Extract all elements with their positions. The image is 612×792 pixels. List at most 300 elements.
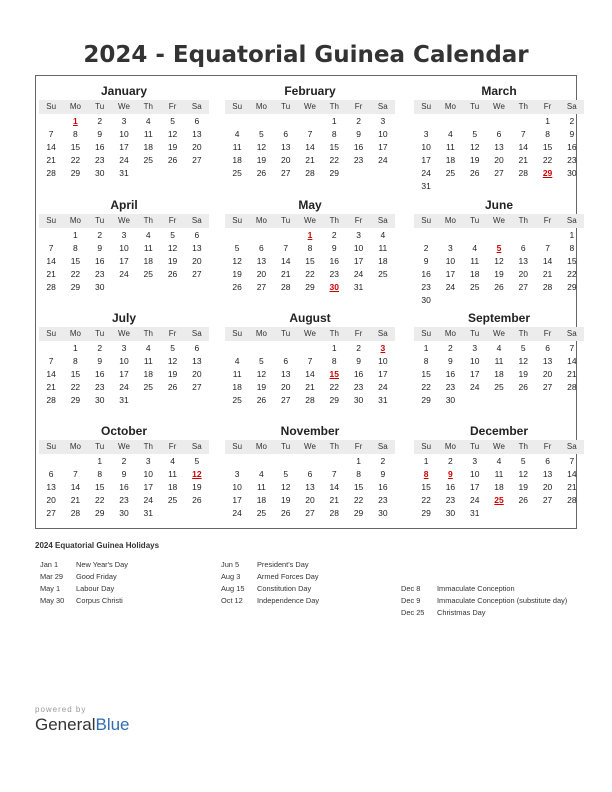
day-cell: 8 <box>331 356 337 366</box>
day-cell: 1 <box>356 456 361 466</box>
day-cell: 6 <box>259 243 264 253</box>
day-grid <box>39 229 209 294</box>
month-name: December <box>469 424 529 438</box>
weekday-label: Tu <box>470 442 480 451</box>
empty-day-cell <box>225 229 249 242</box>
day-cell: 15 <box>94 482 105 492</box>
weekday-label: Fr <box>168 329 177 338</box>
day-cell: 3 <box>121 230 127 240</box>
day-cell: 27 <box>542 382 553 392</box>
day-cell: 2 <box>423 243 429 253</box>
day-cell: 7 <box>520 129 526 139</box>
holiday-day-cell: 8 <box>423 469 429 479</box>
weekday-label: We <box>304 329 316 338</box>
day-cell: 15 <box>421 482 431 492</box>
month-july <box>39 310 209 407</box>
day-cell: 8 <box>73 356 78 366</box>
day-cell: 16 <box>378 482 388 492</box>
day-cell: 18 <box>232 155 242 165</box>
day-cell: 17 <box>445 269 456 279</box>
day-cell: 23 <box>445 382 456 392</box>
day-cell: 25 <box>232 168 242 178</box>
day-cell: 26 <box>280 508 291 518</box>
day-cell: 27 <box>542 495 553 505</box>
weekday-label: Th <box>518 329 528 338</box>
day-cell: 13 <box>518 256 529 266</box>
holiday-day-cell: 5 <box>496 243 502 253</box>
empty-day-cell <box>535 229 559 242</box>
day-cell: 19 <box>469 155 480 165</box>
day-cell: 5 <box>520 456 526 466</box>
day-cell: 21 <box>542 269 553 279</box>
day-cell: 16 <box>94 142 105 152</box>
day-cell: 9 <box>380 469 386 479</box>
holiday-date: May 1 <box>40 584 61 593</box>
day-cell: 20 <box>192 142 202 152</box>
day-cell: 28 <box>280 282 291 292</box>
day-cell: 27 <box>280 395 291 405</box>
holiday-name: Armed Forces Day <box>257 572 319 581</box>
month-name: June <box>484 198 513 212</box>
day-cell: 3 <box>472 343 478 353</box>
weekday-label: Fr <box>543 442 552 451</box>
day-cell: 22 <box>329 155 340 165</box>
day-cell: 10 <box>445 256 456 266</box>
day-cell: 19 <box>192 482 202 492</box>
day-cell: 21 <box>567 482 577 492</box>
day-grid <box>225 342 395 407</box>
empty-day-cell <box>225 115 249 128</box>
holidays-title: 2024 Equatorial Guinea Holidays <box>35 541 160 550</box>
day-cell: 11 <box>143 129 153 139</box>
weekday-label: We <box>493 329 505 338</box>
day-cell: 1 <box>97 456 103 466</box>
day-cell: 30 <box>94 282 105 292</box>
day-cell: 20 <box>518 269 529 279</box>
weekday-label: Th <box>143 102 153 111</box>
holiday-item <box>221 571 386 583</box>
day-cell: 2 <box>331 230 337 240</box>
weekday-header-row <box>414 100 584 114</box>
weekday-label: We <box>118 102 130 111</box>
weekday-label: Sa <box>377 329 388 338</box>
holiday-name: Immaculate Conception <box>437 584 515 593</box>
day-cell: 11 <box>470 256 480 266</box>
day-cell: 29 <box>305 282 315 292</box>
day-cell: 15 <box>70 142 81 152</box>
empty-day-cell <box>487 229 511 242</box>
day-cell: 10 <box>143 469 154 479</box>
day-cell: 9 <box>121 469 127 479</box>
weekday-label: Th <box>143 216 153 225</box>
weekday-label: Su <box>232 442 243 451</box>
month-september <box>414 310 584 407</box>
day-cell: 28 <box>305 168 315 178</box>
day-cell: 27 <box>518 282 529 292</box>
page-title: 2024 - Equatorial Guinea Calendar <box>83 42 529 68</box>
day-cell: 14 <box>518 142 529 152</box>
month-name: May <box>298 198 322 212</box>
day-cell: 23 <box>567 155 577 165</box>
day-cell: 22 <box>353 495 364 505</box>
day-cell: 18 <box>494 369 504 379</box>
day-cell: 19 <box>167 256 178 266</box>
day-cell: 27 <box>192 155 202 165</box>
weekday-label: Su <box>421 329 432 338</box>
month-april <box>39 197 209 294</box>
day-cell: 13 <box>192 356 202 366</box>
weekday-label: Th <box>329 442 339 451</box>
weekday-label: We <box>493 102 505 111</box>
day-cell: 6 <box>194 116 200 126</box>
empty-day-cell <box>249 115 273 128</box>
month-name: April <box>110 198 138 212</box>
day-cell: 24 <box>353 269 364 279</box>
day-cell: 12 <box>518 469 529 479</box>
holiday-item <box>401 595 576 607</box>
day-cell: 11 <box>494 469 504 479</box>
weekday-label: Mo <box>255 442 267 451</box>
day-cell: 17 <box>119 369 129 379</box>
day-cell: 12 <box>256 369 267 379</box>
day-cell: 16 <box>94 256 105 266</box>
holiday-item <box>40 583 205 595</box>
day-cell: 10 <box>378 356 388 366</box>
day-cell: 13 <box>192 129 202 139</box>
day-cell: 15 <box>542 142 553 152</box>
day-cell: 11 <box>232 142 242 152</box>
weekday-label: Su <box>421 216 432 225</box>
weekday-label: Tu <box>95 329 105 338</box>
weekday-label: Mo <box>69 216 81 225</box>
empty-day-cell <box>298 115 322 128</box>
day-cell: 9 <box>331 243 337 253</box>
holiday-item <box>40 559 205 571</box>
day-cell: 30 <box>94 168 105 178</box>
empty-day-cell <box>225 342 249 355</box>
day-cell: 3 <box>356 230 361 240</box>
holiday-date: Aug 15 <box>221 584 245 593</box>
day-cell: 10 <box>353 243 364 253</box>
holiday-day-cell: 25 <box>494 495 504 505</box>
empty-day-cell <box>249 342 273 355</box>
day-cell: 20 <box>192 256 202 266</box>
day-cell: 20 <box>280 155 291 165</box>
holiday-item <box>401 583 576 595</box>
day-cell: 26 <box>469 168 480 178</box>
day-cell: 18 <box>494 482 504 492</box>
day-cell: 5 <box>170 230 175 240</box>
weekday-label: Mo <box>69 102 81 111</box>
weekday-label: Fr <box>543 216 552 225</box>
day-cell: 2 <box>448 343 453 353</box>
day-cell: 18 <box>167 482 178 492</box>
month-name: November <box>280 424 340 438</box>
day-cell: 24 <box>119 382 129 392</box>
day-cell: 26 <box>518 495 529 505</box>
day-cell: 4 <box>259 469 264 479</box>
empty-day-cell <box>438 229 462 242</box>
weekday-label: Sa <box>566 329 577 338</box>
day-cell: 25 <box>167 495 178 505</box>
day-cell: 30 <box>378 508 388 518</box>
day-cell: 18 <box>232 382 242 392</box>
day-cell: 25 <box>494 382 504 392</box>
day-cell: 22 <box>542 155 553 165</box>
weekday-label: Sa <box>191 329 202 338</box>
day-cell: 1 <box>331 343 337 353</box>
day-cell: 7 <box>73 469 78 479</box>
day-cell: 21 <box>305 155 315 165</box>
day-cell: 31 <box>143 508 154 518</box>
day-cell: 23 <box>94 269 105 279</box>
day-cell: 8 <box>73 243 78 253</box>
day-grid <box>414 229 584 307</box>
day-cell: 16 <box>94 369 105 379</box>
day-cell: 7 <box>307 356 313 366</box>
day-cell: 13 <box>305 482 315 492</box>
day-cell: 27 <box>46 508 56 518</box>
day-cell: 16 <box>421 269 431 279</box>
empty-day-cell <box>511 115 535 128</box>
month-may <box>225 197 395 294</box>
holiday-day-cell: 3 <box>380 343 386 353</box>
day-cell: 14 <box>542 256 553 266</box>
month-name: January <box>100 84 148 98</box>
day-cell: 27 <box>280 168 291 178</box>
month-november <box>225 423 395 520</box>
day-cell: 8 <box>545 129 550 139</box>
generalblue-logo[interactable] <box>35 715 130 735</box>
day-cell: 25 <box>256 508 267 518</box>
holiday-date: Dec 9 <box>401 596 421 605</box>
holiday-day-cell: 30 <box>329 282 340 292</box>
day-cell: 4 <box>496 343 502 353</box>
empty-day-cell <box>414 115 438 128</box>
weekday-label: Th <box>143 329 153 338</box>
day-cell: 10 <box>119 129 129 139</box>
day-cell: 26 <box>167 155 178 165</box>
weekday-label: Tu <box>281 102 291 111</box>
weekday-header-row <box>39 214 209 228</box>
day-cell: 16 <box>353 142 364 152</box>
day-cell: 8 <box>423 356 429 366</box>
day-cell: 18 <box>378 256 388 266</box>
weekday-label: Mo <box>444 102 456 111</box>
day-cell: 21 <box>46 269 56 279</box>
weekday-label: Th <box>518 442 528 451</box>
day-cell: 22 <box>70 382 81 392</box>
day-cell: 21 <box>567 369 577 379</box>
weekday-label: We <box>304 102 316 111</box>
day-cell: 8 <box>97 469 103 479</box>
day-cell: 4 <box>145 230 151 240</box>
day-cell: 28 <box>46 168 56 178</box>
day-cell: 25 <box>378 269 388 279</box>
day-cell: 22 <box>329 382 340 392</box>
day-cell: 3 <box>423 129 429 139</box>
weekday-label: Mo <box>69 329 81 338</box>
day-cell: 21 <box>305 382 315 392</box>
day-cell: 30 <box>421 295 431 305</box>
day-cell: 24 <box>119 269 129 279</box>
day-cell: 4 <box>170 456 175 466</box>
empty-day-cell <box>225 455 249 468</box>
day-cell: 18 <box>143 256 154 266</box>
day-cell: 12 <box>518 356 529 366</box>
month-february <box>225 83 395 180</box>
day-cell: 4 <box>448 129 453 139</box>
day-cell: 27 <box>494 168 504 178</box>
day-cell: 17 <box>143 482 154 492</box>
day-cell: 17 <box>119 256 129 266</box>
holiday-item <box>221 583 386 595</box>
empty-day-cell <box>39 115 63 128</box>
day-cell: 16 <box>119 482 129 492</box>
day-cell: 26 <box>167 269 178 279</box>
day-grid <box>39 115 209 180</box>
day-cell: 4 <box>380 230 386 240</box>
day-cell: 20 <box>542 369 553 379</box>
month-december <box>414 423 584 520</box>
day-cell: 17 <box>353 256 364 266</box>
weekday-label: Sa <box>566 216 577 225</box>
day-cell: 30 <box>119 508 129 518</box>
day-cell: 14 <box>46 369 56 379</box>
day-cell: 9 <box>97 356 103 366</box>
weekday-header-row <box>414 440 584 454</box>
day-cell: 6 <box>545 456 550 466</box>
day-cell: 7 <box>283 243 289 253</box>
weekday-label: Sa <box>377 216 388 225</box>
day-cell: 11 <box>446 142 455 152</box>
weekday-label: Su <box>46 442 57 451</box>
day-cell: 17 <box>232 495 242 505</box>
empty-day-cell <box>487 115 511 128</box>
day-cell: 18 <box>143 142 154 152</box>
day-cell: 3 <box>145 456 151 466</box>
holiday-item <box>40 595 205 607</box>
weekday-header-row <box>39 327 209 341</box>
day-cell: 19 <box>256 382 267 392</box>
day-cell: 31 <box>353 282 364 292</box>
holiday-name: President's Day <box>257 560 309 569</box>
day-cell: 24 <box>232 508 242 518</box>
empty-day-cell <box>322 455 346 468</box>
day-cell: 12 <box>167 129 178 139</box>
day-cell: 22 <box>94 495 105 505</box>
empty-day-cell <box>39 455 63 468</box>
day-cell: 30 <box>567 168 577 178</box>
holiday-day-cell: 1 <box>73 116 78 126</box>
weekday-label: Tu <box>281 216 291 225</box>
day-cell: 31 <box>119 395 129 405</box>
day-cell: 12 <box>469 142 480 152</box>
weekday-label: We <box>304 216 316 225</box>
weekday-label: Su <box>421 102 432 111</box>
day-cell: 20 <box>192 369 202 379</box>
weekday-label: Su <box>232 102 243 111</box>
day-cell: 13 <box>494 142 504 152</box>
day-cell: 4 <box>234 129 240 139</box>
day-cell: 5 <box>234 243 240 253</box>
weekday-label: Su <box>232 329 243 338</box>
weekday-label: Fr <box>354 102 363 111</box>
holiday-item <box>221 595 386 607</box>
month-name: October <box>100 424 147 438</box>
weekday-label: Mo <box>255 216 267 225</box>
weekday-header-row <box>225 100 395 114</box>
empty-day-cell <box>249 455 273 468</box>
day-cell: 20 <box>542 482 553 492</box>
day-cell: 25 <box>143 155 154 165</box>
day-cell: 9 <box>356 129 361 139</box>
day-cell: 26 <box>256 168 267 178</box>
day-cell: 15 <box>70 256 81 266</box>
day-cell: 31 <box>119 168 129 178</box>
weekday-label: Sa <box>191 442 202 451</box>
weekday-label: We <box>493 216 505 225</box>
day-grid <box>225 115 395 180</box>
day-cell: 14 <box>305 369 315 379</box>
day-cell: 11 <box>143 356 153 366</box>
day-cell: 5 <box>520 343 526 353</box>
day-cell: 3 <box>472 456 478 466</box>
day-cell: 18 <box>445 155 456 165</box>
day-cell: 5 <box>259 356 264 366</box>
day-cell: 24 <box>421 168 431 178</box>
day-cell: 9 <box>97 243 103 253</box>
weekday-label: Sa <box>377 442 388 451</box>
day-cell: 2 <box>448 456 453 466</box>
day-cell: 2 <box>97 230 103 240</box>
day-cell: 3 <box>448 243 453 253</box>
holiday-name: Constitution Day <box>257 584 312 593</box>
weekday-label: Th <box>518 216 528 225</box>
weekday-label: We <box>118 329 130 338</box>
day-cell: 30 <box>445 395 456 405</box>
holiday-item <box>221 559 386 571</box>
weekday-header-row <box>414 214 584 228</box>
day-cell: 11 <box>143 243 153 253</box>
weekday-label: Fr <box>354 216 363 225</box>
weekday-label: Su <box>421 442 432 451</box>
day-cell: 16 <box>329 256 340 266</box>
day-cell: 31 <box>378 395 388 405</box>
empty-day-cell <box>274 229 298 242</box>
day-cell: 2 <box>97 343 103 353</box>
day-cell: 1 <box>73 343 78 353</box>
weekday-label: Th <box>329 102 339 111</box>
month-october <box>39 423 209 520</box>
day-cell: 18 <box>469 269 480 279</box>
empty-day-cell <box>511 229 535 242</box>
day-cell: 17 <box>421 155 431 165</box>
day-cell: 28 <box>329 508 340 518</box>
weekday-label: Tu <box>470 216 480 225</box>
weekday-label: Fr <box>168 216 177 225</box>
day-cell: 16 <box>353 369 364 379</box>
day-cell: 29 <box>94 508 105 518</box>
weekday-label: We <box>118 442 130 451</box>
weekday-label: Tu <box>95 216 105 225</box>
empty-day-cell <box>249 229 273 242</box>
month-march <box>414 83 584 193</box>
day-cell: 23 <box>94 155 105 165</box>
weekday-label: Sa <box>566 102 577 111</box>
day-cell: 2 <box>121 456 127 466</box>
day-cell: 17 <box>378 142 388 152</box>
